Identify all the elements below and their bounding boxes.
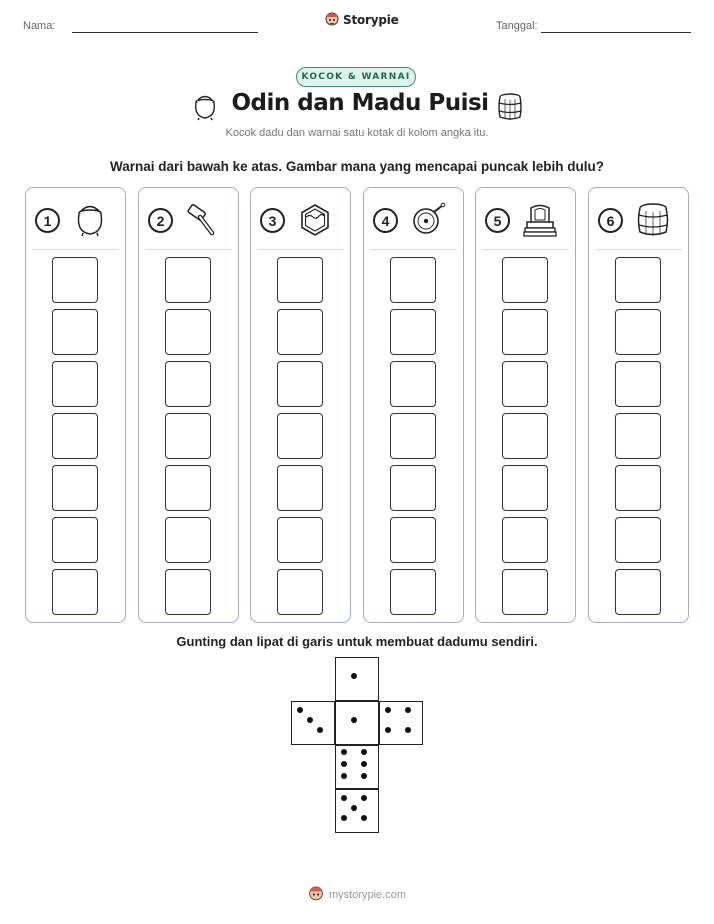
color-box[interactable]	[502, 257, 548, 303]
dice-pip	[361, 795, 367, 801]
color-box[interactable]	[52, 517, 98, 563]
column-divider	[370, 249, 457, 250]
column-5	[475, 187, 576, 623]
column-divider	[145, 249, 232, 250]
color-box[interactable]	[52, 257, 98, 303]
color-box[interactable]	[502, 413, 548, 459]
dice-pip	[341, 795, 347, 801]
name-label: Nama:	[23, 20, 56, 32]
subtitle: Kocok dadu dan warnai satu kotak di kolom angka itu.	[225, 127, 489, 139]
date-label: Tanggal:	[496, 20, 538, 32]
color-box[interactable]	[277, 257, 323, 303]
footer-url[interactable]: mystorypie.com	[329, 888, 407, 901]
color-box[interactable]	[277, 517, 323, 563]
dice-face-1	[335, 657, 379, 701]
brand-mascot-icon	[325, 12, 339, 28]
dice-pip	[297, 707, 303, 713]
color-box[interactable]	[390, 309, 436, 355]
color-box[interactable]	[52, 569, 98, 615]
column-number: 1	[35, 208, 60, 233]
color-box[interactable]	[165, 361, 211, 407]
dice-face-4	[379, 701, 423, 745]
color-box[interactable]	[52, 465, 98, 511]
color-box[interactable]	[165, 465, 211, 511]
cauldron-icon	[72, 202, 108, 238]
color-box[interactable]	[52, 309, 98, 355]
name-line[interactable]	[72, 32, 258, 33]
color-box[interactable]	[277, 465, 323, 511]
color-box[interactable]	[390, 413, 436, 459]
color-box[interactable]	[615, 465, 661, 511]
column-divider	[257, 249, 344, 250]
color-box[interactable]	[165, 413, 211, 459]
color-box[interactable]	[390, 517, 436, 563]
cut-instruction: Gunting dan lipat di garis untuk membuat dadumu sendiri.	[176, 634, 538, 649]
color-box[interactable]	[502, 517, 548, 563]
column-divider	[595, 249, 682, 250]
brand-name: Storypie	[343, 13, 399, 27]
color-box[interactable]	[52, 361, 98, 407]
color-box[interactable]	[502, 465, 548, 511]
column-number: 4	[373, 208, 398, 233]
color-box[interactable]	[615, 361, 661, 407]
color-box[interactable]	[502, 309, 548, 355]
color-box[interactable]	[390, 569, 436, 615]
spinning-wheel-icon	[410, 202, 446, 238]
color-box[interactable]	[390, 465, 436, 511]
dice-pip	[405, 707, 411, 713]
color-box[interactable]	[165, 569, 211, 615]
dice-face-3	[291, 701, 335, 745]
brand-logo	[325, 12, 399, 28]
barrel-title-icon	[495, 92, 525, 122]
color-box[interactable]	[615, 413, 661, 459]
color-box[interactable]	[502, 569, 548, 615]
color-box[interactable]	[165, 257, 211, 303]
instruction-text: Warnai dari bawah ke atas. Gambar mana yang mencapai puncak lebih dulu?	[110, 159, 604, 174]
throne-icon	[522, 202, 558, 238]
dice-pip	[361, 761, 367, 767]
footer	[308, 886, 406, 903]
column-2	[138, 187, 239, 623]
color-box[interactable]	[277, 361, 323, 407]
color-box[interactable]	[277, 569, 323, 615]
color-box[interactable]	[52, 413, 98, 459]
dice-pip	[341, 815, 347, 821]
page-title: Odin dan Madu Puisi	[231, 90, 489, 116]
dice-pip	[361, 815, 367, 821]
dice-pip	[341, 773, 347, 779]
column-4	[363, 187, 464, 623]
column-number: 6	[598, 208, 623, 233]
column-number: 3	[260, 208, 285, 233]
dice-face-1	[335, 701, 379, 745]
color-box[interactable]	[615, 517, 661, 563]
dice-pip	[351, 805, 357, 811]
column-divider	[32, 249, 119, 250]
column-divider	[482, 249, 569, 250]
color-box[interactable]	[277, 309, 323, 355]
dice-pip	[341, 761, 347, 767]
barrel-icon	[635, 202, 671, 238]
dice-pip	[405, 727, 411, 733]
activity-badge: KOCOK & WARNAI	[296, 67, 416, 87]
color-box[interactable]	[615, 569, 661, 615]
column-1	[25, 187, 126, 623]
dice-pip	[361, 773, 367, 779]
dice-pip	[351, 673, 357, 679]
dice-face-5	[335, 789, 379, 833]
color-box[interactable]	[615, 257, 661, 303]
date-line[interactable]	[541, 32, 691, 33]
dice-pip	[317, 727, 323, 733]
color-box[interactable]	[390, 257, 436, 303]
column-6	[588, 187, 689, 623]
column-number: 5	[485, 208, 510, 233]
column-3	[250, 187, 351, 623]
hammer-icon	[185, 202, 221, 238]
color-box[interactable]	[390, 361, 436, 407]
dice-face-6	[335, 745, 379, 789]
color-box[interactable]	[502, 361, 548, 407]
dice-pip	[351, 717, 357, 723]
dice-pip	[385, 707, 391, 713]
color-box[interactable]	[165, 309, 211, 355]
column-number: 2	[148, 208, 173, 233]
footer-mascot-icon	[308, 886, 324, 903]
honey-hexagon-icon	[297, 202, 333, 238]
dice-pip	[307, 717, 313, 723]
color-box[interactable]	[615, 309, 661, 355]
dice-pip	[341, 749, 347, 755]
color-box[interactable]	[165, 517, 211, 563]
color-box[interactable]	[277, 413, 323, 459]
dice-pip	[385, 727, 391, 733]
dice-pip	[361, 749, 367, 755]
